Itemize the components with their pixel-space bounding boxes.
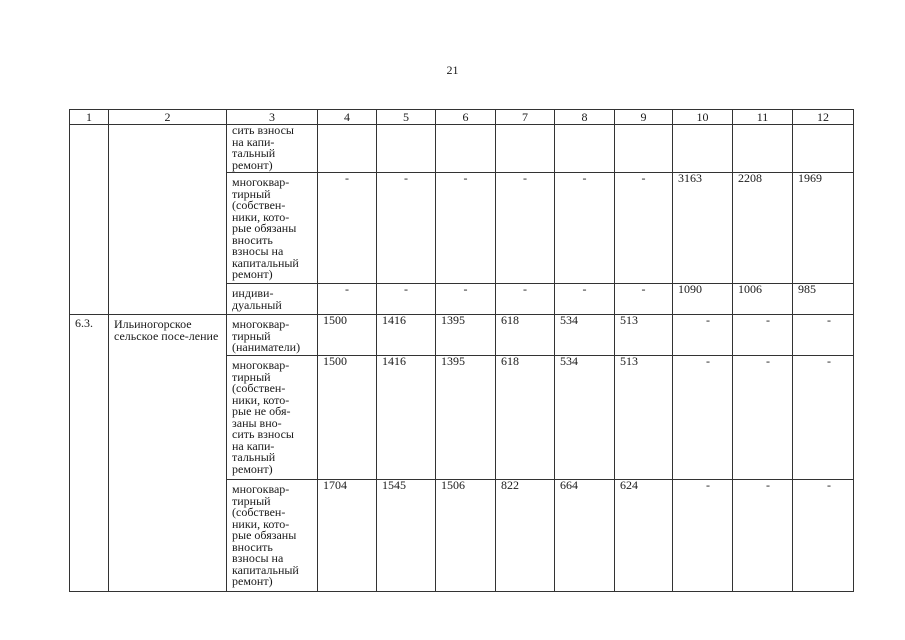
category-line: (собствен- [232,505,286,519]
value-cell: 534 [555,315,615,356]
value-cell [436,125,496,173]
value-cell: 1500 [318,356,377,480]
value-cell [496,125,555,173]
table-row [70,173,854,284]
header-cell: 1 [70,110,109,125]
category-line: дуальный [232,297,282,312]
header-cell: 11 [733,110,793,125]
value-cell: 1090 [673,284,733,315]
value-cell: 3163 [673,173,733,284]
category-line: взносы на [232,551,284,565]
category-line: многоквар- [232,358,290,372]
category-line: ники, кото- [232,392,290,407]
value-cell: 2208 [733,173,793,284]
category-line: сить взносы [232,427,294,441]
value-cell: 624 [615,480,673,592]
category-line: на капи- [232,134,275,149]
table-row [70,284,854,315]
category-line: тирный [232,328,271,343]
header-cell: 8 [555,110,615,125]
category-line: вносить [232,232,273,247]
category-line: тальный [232,146,276,160]
value-cell: - [733,356,793,480]
value-cell [555,125,615,173]
value-cell: 664 [555,480,615,592]
category-line: многоквар- [232,482,290,496]
value-cell: 1704 [318,480,377,592]
value-cell: 1006 [733,284,793,315]
category-line: ремонт) [232,157,273,172]
value-cell [615,125,673,173]
settlement-cell [109,284,227,315]
value-cell: 1969 [793,173,854,284]
value-cell [733,125,793,173]
header-cell: 2 [109,110,227,125]
value-cell: - [377,173,436,284]
page-number: 21 [446,63,459,77]
value-cell: - [496,173,555,284]
value-cell: 1506 [436,480,496,592]
data-table [69,109,854,592]
value-cell: - [555,173,615,284]
value-cell: - [318,284,377,315]
value-cell: 534 [555,356,615,480]
value-cell: 1416 [377,356,436,480]
value-cell: - [436,284,496,315]
value-cell: - [496,284,555,315]
value-cell: - [793,480,854,592]
category-line: капитальный [232,562,299,577]
category-line: тирный [232,369,271,384]
category-cell [227,356,318,480]
value-cell: 1545 [377,480,436,592]
row-number-cell [70,125,109,173]
header-cell: 4 [318,110,377,125]
value-cell: - [733,480,793,592]
category-line: ремонт) [232,574,273,588]
category-line: ники, кото- [232,516,290,531]
value-cell: 985 [793,284,854,315]
table-header-row [70,110,854,125]
category-line: тальный [232,450,276,464]
category-line: ремонт) [232,267,273,281]
header-cell: 3 [227,110,318,125]
category-cell [227,173,318,284]
category-line: рые не обя- [232,404,291,418]
value-cell: 618 [496,356,555,480]
table-row [70,315,854,356]
value-cell: - [733,315,793,356]
header-cell: 5 [377,110,436,125]
category-line: (собствен- [232,381,286,395]
value-cell: 1500 [318,315,377,356]
value-cell: 618 [496,315,555,356]
value-cell [793,125,854,173]
category-cell [227,125,318,173]
value-cell: - [615,284,673,315]
category-line: (наниматели) [232,340,301,354]
header-cell: 6 [436,110,496,125]
category-line: тирный [232,186,271,201]
category-cell [227,315,318,356]
settlement-cell [109,173,227,284]
table-body [70,110,854,592]
value-cell: 513 [615,356,673,480]
header-cell: 9 [615,110,673,125]
row-number-cell [70,173,109,284]
category-line: ремонт) [232,461,273,476]
value-cell: - [555,284,615,315]
value-cell: - [436,173,496,284]
category-line: заны вно- [232,415,282,430]
value-cell [377,125,436,173]
category-line: многоквар- [232,175,290,189]
category-cell [227,480,318,592]
value-cell: 822 [496,480,555,592]
category-line: капитальный [232,255,299,270]
settlement-cell: Ильиногорское сельское посе-ление [109,315,227,592]
value-cell: 1395 [436,356,496,480]
value-cell: - [673,480,733,592]
header-cell: 10 [673,110,733,125]
category-line: рые обязаны [232,221,297,235]
value-cell: 1395 [436,315,496,356]
value-cell [318,125,377,173]
value-cell: 1416 [377,315,436,356]
value-cell: - [673,356,733,480]
category-line: сить взносы [232,123,294,137]
value-cell: - [793,356,854,480]
category-line: на капи- [232,438,275,453]
category-line: рые обязаны [232,528,297,542]
category-line: ники, кото- [232,209,290,224]
category-line: вносить [232,539,273,554]
table-row [70,125,854,173]
category-line: тирный [232,493,271,508]
value-cell: - [793,315,854,356]
value-cell: - [673,315,733,356]
category-line: (собствен- [232,198,286,212]
value-cell: 513 [615,315,673,356]
row-number-cell: 6.3. [70,315,109,592]
category-cell [227,284,318,315]
row-number-cell [70,284,109,315]
category-line: взносы на [232,244,284,258]
value-cell: - [318,173,377,284]
category-line: многоквар- [232,317,290,331]
value-cell [673,125,733,173]
category-line: индиви- [232,286,274,300]
settlement-cell [109,125,227,173]
header-cell: 7 [496,110,555,125]
value-cell: - [615,173,673,284]
header-cell: 12 [793,110,854,125]
value-cell: - [377,284,436,315]
